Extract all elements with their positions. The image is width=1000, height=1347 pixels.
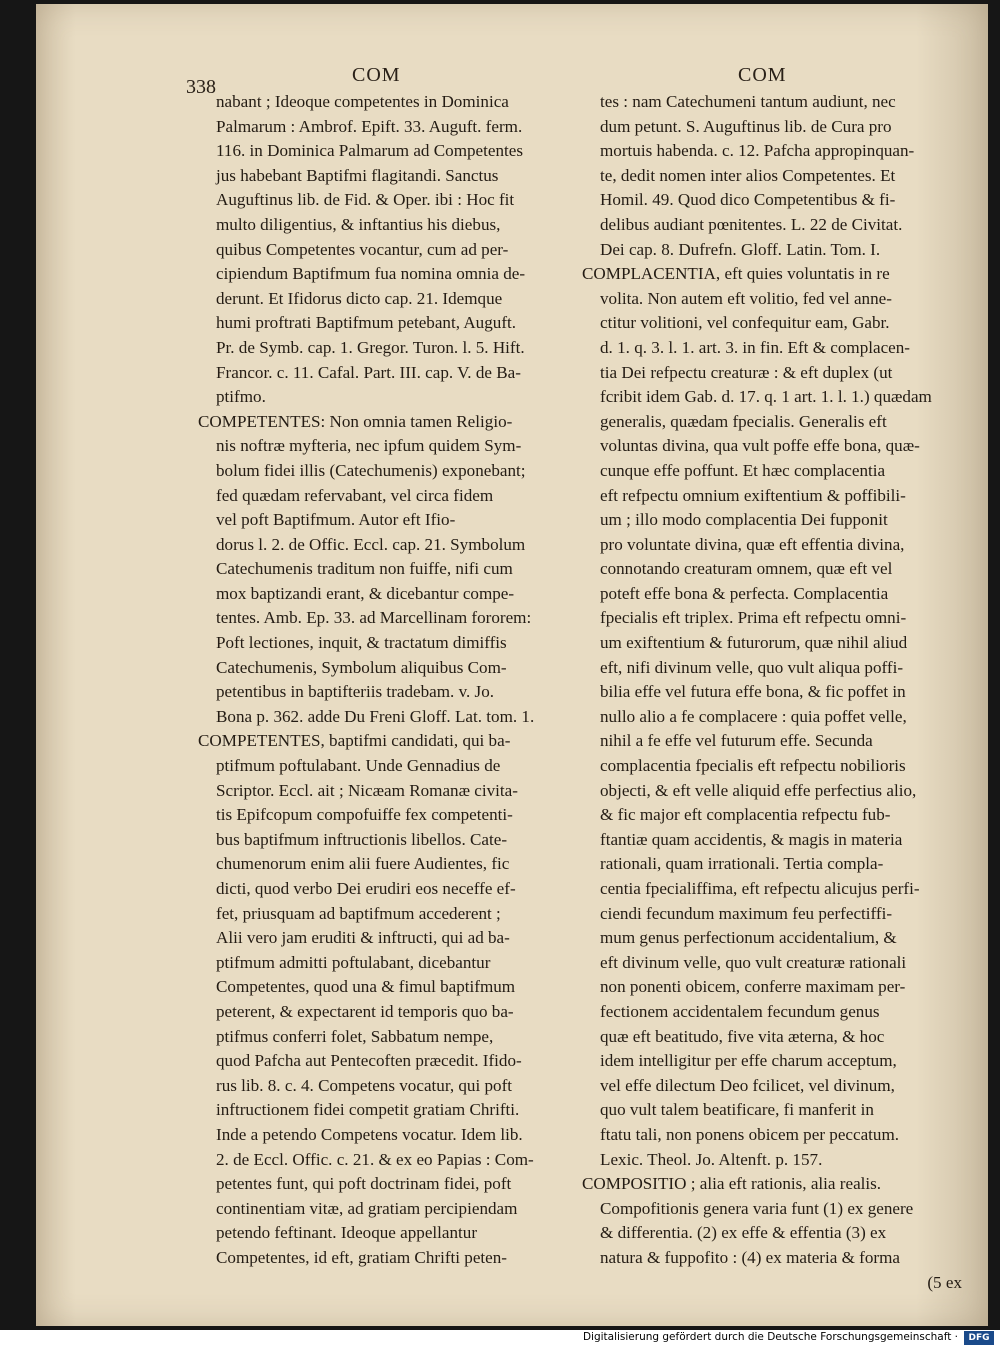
- text-line: mox baptizandi erant, & dicebantur compe-: [216, 583, 515, 603]
- text-line: Bona p. 362. adde Du Freni Gloff. Lat. tom. 1.: [216, 706, 535, 726]
- footer-bar: [0, 1330, 1000, 1347]
- text-line: continentiam vitæ, ad gratiam percipiendam: [216, 1198, 518, 1218]
- text-line: 116. in Dominica Palmarum ad Competentes: [216, 141, 523, 161]
- text-line: vel poft Baptifmum. Autor eft Ifio-: [216, 510, 456, 530]
- text-line: peterent, & expectarent id temporis quo ba-: [216, 1001, 514, 1021]
- text-line: mum genus perfectionum accidentalium, &: [600, 928, 897, 948]
- text-line: multo diligentius, & inftantius his diebus,: [216, 214, 501, 234]
- text-line: poteft effe bona & perfecta. Complacentia: [600, 583, 889, 603]
- text-line: Pr. de Symb. cap. 1. Gregor. Turon. l. 5. Hift.: [216, 337, 525, 357]
- text-line: nihil a fe effe vel futurum effe. Secunda: [600, 731, 873, 751]
- text-line: Scriptor. Eccl. ait ; Nicæam Romanæ civita-: [216, 780, 518, 800]
- text-line: nullo alio a fe complacere : quia poffet velle,: [600, 706, 907, 726]
- text-line: eft divinum velle, quo vult creaturæ rationali: [600, 952, 907, 972]
- text-line: Auguftinus lib. de Fid. & Oper. ibi : Hoc fit: [216, 190, 515, 210]
- text-line: ptifmum admitti poftulabant, dicebantur: [216, 952, 491, 972]
- text-line: Homil. 49. Quod dico Competentibus & fi-: [600, 190, 896, 210]
- text-line: & fic major eft complacentia refpectu fub-: [600, 805, 891, 825]
- text-line: 2. de Eccl. Offic. c. 21. & ex eo Papias : Com-: [216, 1149, 534, 1169]
- text-line: generalis, quædam fpecialis. Generalis eft: [600, 411, 887, 431]
- text-line: & differentia. (2) ex effe & effentia (3) ex: [600, 1223, 887, 1243]
- text-line: rus lib. 8. c. 4. Competens vocatur, qui poft: [216, 1075, 513, 1095]
- right-text-column: [582, 90, 966, 1295]
- text-line: mortuis habenda. c. 12. Pafcha appropinquan-: [600, 141, 915, 161]
- text-line: fectionem accidentalem fecundum genus: [600, 1001, 880, 1021]
- text-line: fcribit idem Gab. d. 17. q. 1 art. 1. l. 1.) quædam: [600, 387, 932, 407]
- text-line: fpecialis eft triplex. Prima eft refpectu omni-: [600, 608, 907, 628]
- text-line: cunque effe poffunt. Et hæc complacentia: [600, 460, 886, 480]
- running-head-left: COM: [352, 64, 401, 86]
- text-line: tentes. Amb. Ep. 33. ad Marcellinam fororem:: [216, 608, 532, 628]
- text-line: (5 ex: [927, 1272, 962, 1292]
- text-line: Inde a petendo Competens vocatur. Idem lib.: [216, 1124, 523, 1144]
- text-line: petentibus in baptifteriis tradebam. v. Jo.: [216, 682, 495, 702]
- text-line: vel effe dilectum Deo fcilicet, vel divinum,: [600, 1075, 895, 1095]
- text-line: objecti, & eft velle aliquid effe perfectius alio,: [600, 780, 917, 800]
- text-line: ptifmo.: [216, 387, 266, 407]
- text-line: ptifmus conferri folet, Sabbatum nempe,: [216, 1026, 494, 1046]
- text-line: centia fpecialiffima, eft refpectu alicujus perfi-: [600, 879, 920, 898]
- text-line: eft refpectu omnium exiftentium & poffibili-: [600, 485, 906, 505]
- text-line: Dei cap. 8. Dufrefn. Gloff. Latin. Tom. I.: [600, 239, 881, 259]
- left-text-column: [198, 90, 576, 1271]
- text-line: Palmarum : Ambrof. Epift. 33. Auguft. ferm.: [216, 116, 523, 136]
- text-line: Catechumenis, Symbolum aliquibus Com-: [216, 657, 507, 677]
- text-line: ftantiæ quam accidentis, & magis in materia: [600, 829, 903, 849]
- text-line: tia Dei refpectu creaturæ : & eft duplex (ut: [600, 362, 893, 382]
- text-line: complacentia fpecialis eft refpectu nobilioris: [600, 756, 906, 776]
- text-line: COMPLACENTIA, eft quies voluntatis in re: [582, 264, 890, 284]
- text-line: petentes funt, qui poft doctrinam fidei, poft: [216, 1174, 512, 1194]
- text-line: tes : nam Catechumeni tantum audiunt, nec: [600, 92, 896, 111]
- text-line: jus habebant Baptifmi flagitandi. Sanctus: [216, 165, 499, 185]
- text-line: COMPETENTES, baptifmi candidati, qui ba-: [198, 731, 511, 751]
- text-line: ctitur volitioni, vel confequitur eam, Gabr.: [600, 313, 890, 333]
- text-line: Francor. c. 11. Cafal. Part. III. cap. V. de Ba-: [216, 362, 521, 382]
- text-line: Competentes, quod una & fimul baptifmum: [216, 977, 516, 997]
- text-line: bilia effe vel futura effe bona, & fic poffet in: [600, 682, 906, 702]
- text-line: quæ eft beatitudo, five vita æterna, & hoc: [600, 1026, 885, 1046]
- text-line: dum petunt. S. Auguftinus lib. de Cura pro: [600, 116, 892, 136]
- text-line: non ponenti obicem, conferre maximam per-: [600, 977, 906, 997]
- text-line: humi proftrati Baptifmum petebant, Auguft.: [216, 313, 517, 333]
- text-line: ptifmum poftulabant. Unde Gennadius de: [216, 756, 501, 776]
- text-line: delibus audiant pœnitentes. L. 22 de Civitat.: [600, 214, 903, 234]
- text-line: Catechumenis traditum non fuiffe, nifi cum: [216, 559, 513, 579]
- text-line: Compofitionis genera varia funt (1) ex genere: [600, 1198, 914, 1218]
- text-line: natura & fuppofito : (4) ex materia & forma: [600, 1247, 900, 1267]
- text-line: tis Epifcopum compofuiffe fex competenti-: [216, 805, 513, 825]
- text-line: voluntas divina, qua vult poffe effe bona, quæ-: [600, 436, 920, 456]
- text-line: dicti, quod verbo Dei erudiri eos neceffe ef-: [216, 879, 516, 898]
- text-line: quibus Competentes vocantur, cum ad per-: [216, 239, 509, 259]
- text-line: Lexic. Theol. Jo. Altenft. p. 157.: [600, 1149, 823, 1169]
- text-line: idem intelligitur per effe charum acceptum,: [600, 1051, 897, 1071]
- text-line: fed quædam refervabant, vel circa fidem: [216, 485, 494, 505]
- text-line: um exiftentium & futurorum, quæ nihil aliud: [600, 633, 908, 653]
- text-line: Competentes, id eft, gratiam Chrifti peten-: [216, 1247, 507, 1267]
- funding-credit: Digitalisierung gefördert durch die Deutsche Forschungsgemeinschaft ·: [582, 1331, 958, 1343]
- text-line: volita. Non autem eft volitio, fed vel anne-: [600, 288, 892, 308]
- text-line: bolum fidei illis (Catechumenis) exponebant;: [216, 460, 526, 480]
- text-line: rationali, quam irrationali. Tertia compla-: [600, 854, 884, 874]
- text-line: ciendi fecundum maximum feu perfectiffi-: [600, 903, 893, 923]
- text-line: pro voluntate divina, quæ eft effentia divina,: [600, 534, 905, 554]
- text-line: fet, priusquam ad baptifmum accederent ;: [216, 903, 501, 923]
- page-number: 338: [186, 76, 216, 98]
- text-line: COMPETENTES: Non omnia tamen Religio-: [198, 411, 513, 431]
- text-line: inftructionem fidei competit gratiam Chrifti.: [216, 1100, 520, 1120]
- text-line: connotando creaturam omnem, quæ eft vel: [600, 559, 893, 579]
- text-line: cipiendum Baptifmum fua nomina omnia de-: [216, 264, 526, 284]
- text-line: quod Pafcha aut Pentecoften præcedit. Ifido-: [216, 1051, 522, 1071]
- text-line: eft, nifi divinum velle, quo vult aliqua poffi-: [600, 657, 904, 677]
- text-line: d. 1. q. 3. l. 1. art. 3. in fin. Eft & complacen-: [600, 337, 910, 357]
- text-line: bus baptifmum inftructionis libellos. Cate-: [216, 829, 508, 849]
- dfg-logo: DFG: [964, 1331, 994, 1345]
- text-line: COMPOSITIO ; alia eft rationis, alia realis.: [582, 1174, 882, 1194]
- text-line: te, dedit nomen inter alios Competentes. Et: [600, 165, 896, 185]
- text-line: nis noftræ myfteria, nec ipfum quidem Sym-: [216, 436, 522, 456]
- text-line: chumenorum enim alii fuere Audientes, fic: [216, 854, 510, 874]
- text-line: nabant ; Ideoque competentes in Dominica: [216, 92, 509, 111]
- text-line: Poft lectiones, inquit, & tractatum dimiffis: [216, 633, 507, 653]
- text-line: derunt. Et Ifidorus dicto cap. 21. Idemque: [216, 288, 503, 308]
- text-line: petendo feftinant. Ideoque appellantur: [216, 1223, 478, 1243]
- text-line: um ; illo modo complacentia Dei fupponit: [600, 510, 888, 530]
- text-line: quo vult talem beatificare, fi manferit in: [600, 1100, 874, 1120]
- text-line: Alii vero jam eruditi & inftructi, qui ad ba-: [216, 928, 510, 948]
- text-line: ftatu tali, non ponens obicem per peccatum.: [600, 1124, 900, 1144]
- running-head-right: COM: [738, 64, 787, 86]
- text-line: dorus l. 2. de Offic. Eccl. cap. 21. Symbolum: [216, 534, 526, 554]
